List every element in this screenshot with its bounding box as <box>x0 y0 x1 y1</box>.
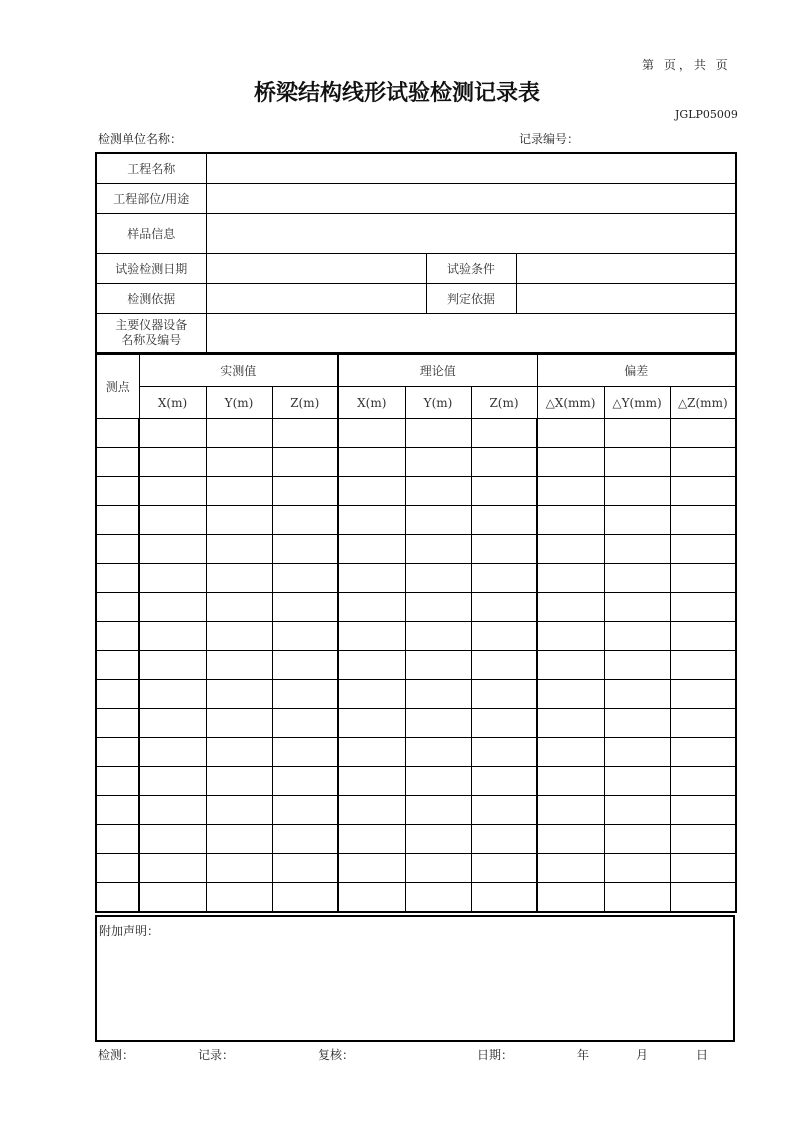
table-cell[interactable] <box>537 796 604 825</box>
table-cell[interactable] <box>405 854 471 883</box>
table-cell[interactable] <box>537 593 604 622</box>
table-cell[interactable] <box>604 680 670 709</box>
tester-label: 检测： <box>98 1048 135 1062</box>
table-cell[interactable] <box>405 535 471 564</box>
table-cell[interactable] <box>272 883 338 913</box>
table-cell[interactable] <box>471 419 537 448</box>
table-cell[interactable] <box>96 680 139 709</box>
table-cell[interactable] <box>670 738 736 767</box>
table-cell[interactable] <box>471 593 537 622</box>
table-cell[interactable] <box>604 796 670 825</box>
table-cell[interactable] <box>206 680 272 709</box>
table-cell[interactable] <box>206 535 272 564</box>
table-cell[interactable] <box>96 506 139 535</box>
table-cell[interactable] <box>139 535 206 564</box>
table-cell[interactable] <box>670 767 736 796</box>
table-cell[interactable] <box>96 767 139 796</box>
table-cell[interactable] <box>206 796 272 825</box>
column-header: △Z(mm) <box>670 387 736 419</box>
form-code: JGLP05009 <box>675 108 738 121</box>
table-cell[interactable] <box>139 651 206 680</box>
table-cell[interactable] <box>338 767 405 796</box>
table-cell[interactable] <box>405 796 471 825</box>
table-row <box>96 825 736 854</box>
year-label: 年 <box>577 1048 590 1062</box>
table-cell[interactable] <box>206 622 272 651</box>
table-cell[interactable] <box>471 651 537 680</box>
page-number: 第 页，共 页 <box>642 58 731 72</box>
table-cell[interactable] <box>338 709 405 738</box>
table-cell[interactable] <box>96 709 139 738</box>
table-cell[interactable] <box>537 564 604 593</box>
equipment-label-line1: 主要仪器设备 <box>115 317 188 332</box>
table-row <box>96 796 736 825</box>
table-row <box>96 709 736 738</box>
table-cell[interactable] <box>338 535 405 564</box>
table-cell[interactable] <box>604 767 670 796</box>
test-basis-label: 检测依据 <box>96 283 206 313</box>
table-cell[interactable] <box>471 854 537 883</box>
table-cell[interactable] <box>405 593 471 622</box>
deviation-header: 偏差 <box>537 354 736 387</box>
table-cell[interactable] <box>537 738 604 767</box>
table-cell[interactable] <box>139 477 206 506</box>
column-header: △X(mm) <box>537 387 604 419</box>
table-cell[interactable] <box>670 622 736 651</box>
table-cell[interactable] <box>139 883 206 913</box>
project-name-label: 工程名称 <box>96 153 206 183</box>
table-cell[interactable] <box>338 448 405 477</box>
table-cell[interactable] <box>471 883 537 913</box>
column-header: △Y(mm) <box>604 387 670 419</box>
table-cell[interactable] <box>604 593 670 622</box>
table-cell[interactable] <box>670 506 736 535</box>
table-cell[interactable] <box>96 854 139 883</box>
test-condition-label: 试验条件 <box>426 253 516 283</box>
table-cell[interactable] <box>272 651 338 680</box>
info-table <box>95 152 737 354</box>
table-cell[interactable] <box>471 535 537 564</box>
table-cell[interactable] <box>139 448 206 477</box>
notes-box[interactable] <box>95 915 735 1042</box>
sample-info-field[interactable] <box>206 213 736 253</box>
table-cell[interactable] <box>471 680 537 709</box>
table-cell[interactable] <box>537 883 604 913</box>
table-cell[interactable] <box>96 651 139 680</box>
table-cell[interactable] <box>604 535 670 564</box>
table-cell[interactable] <box>338 883 405 913</box>
table-cell[interactable] <box>338 651 405 680</box>
table-cell[interactable] <box>338 477 405 506</box>
month-label: 月 <box>636 1048 649 1062</box>
table-cell[interactable] <box>537 825 604 854</box>
table-cell[interactable] <box>272 477 338 506</box>
table-cell[interactable] <box>604 883 670 913</box>
table-cell[interactable] <box>537 506 604 535</box>
table-cell[interactable] <box>670 709 736 738</box>
table-cell[interactable] <box>206 419 272 448</box>
reviewer-label: 复核： <box>318 1048 355 1062</box>
table-cell[interactable] <box>96 419 139 448</box>
equipment-label-line2: 名称及编号 <box>121 332 182 347</box>
project-name-field[interactable] <box>206 153 736 183</box>
table-cell[interactable] <box>272 825 338 854</box>
table-row <box>96 506 736 535</box>
table-cell[interactable] <box>604 738 670 767</box>
table-cell[interactable] <box>272 796 338 825</box>
table-cell[interactable] <box>272 419 338 448</box>
table-cell[interactable] <box>471 825 537 854</box>
table-cell[interactable] <box>272 738 338 767</box>
table-row <box>96 448 736 477</box>
table-cell[interactable] <box>405 564 471 593</box>
table-cell[interactable] <box>670 564 736 593</box>
judge-basis-field[interactable] <box>516 283 736 313</box>
table-cell[interactable] <box>206 506 272 535</box>
table-cell[interactable] <box>405 448 471 477</box>
table-cell[interactable] <box>604 506 670 535</box>
table-cell[interactable] <box>206 738 272 767</box>
table-cell[interactable] <box>139 419 206 448</box>
notes-label: 附加声明： <box>99 924 160 938</box>
table-cell[interactable] <box>471 622 537 651</box>
measurement-table <box>95 353 737 913</box>
testing-unit-label: 检测单位名称： <box>98 132 183 146</box>
table-row <box>96 767 736 796</box>
test-date-label: 试验检测日期 <box>96 253 206 283</box>
table-cell[interactable] <box>405 622 471 651</box>
table-cell[interactable] <box>206 825 272 854</box>
test-basis-field[interactable] <box>206 283 426 313</box>
table-cell[interactable] <box>206 477 272 506</box>
table-cell[interactable] <box>338 419 405 448</box>
table-cell[interactable] <box>272 593 338 622</box>
table-cell[interactable] <box>471 796 537 825</box>
table-cell[interactable] <box>96 593 139 622</box>
column-header: Z(m) <box>272 387 338 419</box>
table-cell[interactable] <box>206 448 272 477</box>
table-cell[interactable] <box>96 796 139 825</box>
table-cell[interactable] <box>405 883 471 913</box>
table-cell[interactable] <box>405 738 471 767</box>
test-condition-field[interactable] <box>516 253 736 283</box>
table-cell[interactable] <box>537 477 604 506</box>
day-label: 日 <box>696 1048 709 1062</box>
table-cell[interactable] <box>139 564 206 593</box>
table-cell[interactable] <box>206 651 272 680</box>
table-cell[interactable] <box>139 738 206 767</box>
table-cell[interactable] <box>405 419 471 448</box>
table-cell[interactable] <box>338 825 405 854</box>
table-cell[interactable] <box>471 767 537 796</box>
table-row <box>96 883 736 913</box>
table-row <box>96 477 736 506</box>
table-cell[interactable] <box>405 651 471 680</box>
table-cell[interactable] <box>206 883 272 913</box>
table-cell[interactable] <box>471 477 537 506</box>
table-cell[interactable] <box>405 825 471 854</box>
table-cell[interactable] <box>96 564 139 593</box>
table-cell[interactable] <box>405 680 471 709</box>
table-cell[interactable] <box>96 825 139 854</box>
table-cell[interactable] <box>206 767 272 796</box>
table-cell[interactable] <box>139 680 206 709</box>
table-cell[interactable] <box>670 854 736 883</box>
column-header: X(m) <box>338 387 405 419</box>
table-cell[interactable] <box>537 535 604 564</box>
record-number-label: 记录编号： <box>519 132 580 146</box>
table-cell[interactable] <box>670 680 736 709</box>
table-cell[interactable] <box>338 854 405 883</box>
table-cell[interactable] <box>338 564 405 593</box>
table-cell[interactable] <box>338 738 405 767</box>
table-row <box>96 593 736 622</box>
table-row <box>96 854 736 883</box>
table-cell[interactable] <box>338 593 405 622</box>
table-cell[interactable] <box>670 448 736 477</box>
table-cell[interactable] <box>405 709 471 738</box>
table-cell[interactable] <box>604 419 670 448</box>
table-cell[interactable] <box>670 651 736 680</box>
point-header: 测点 <box>96 354 139 419</box>
table-cell[interactable] <box>537 709 604 738</box>
table-cell[interactable] <box>272 680 338 709</box>
table-cell[interactable] <box>206 593 272 622</box>
table-cell[interactable] <box>139 709 206 738</box>
table-cell[interactable] <box>670 477 736 506</box>
table-cell[interactable] <box>96 535 139 564</box>
table-cell[interactable] <box>604 622 670 651</box>
recorder-label: 记录： <box>198 1048 235 1062</box>
table-cell[interactable] <box>139 854 206 883</box>
table-row <box>96 622 736 651</box>
table-cell[interactable] <box>537 419 604 448</box>
equipment-label <box>96 313 206 353</box>
column-header: Y(m) <box>405 387 471 419</box>
measured-header: 实测值 <box>139 354 338 387</box>
table-cell[interactable] <box>471 709 537 738</box>
table-cell[interactable] <box>272 622 338 651</box>
table-cell[interactable] <box>537 854 604 883</box>
table-cell[interactable] <box>537 448 604 477</box>
table-cell[interactable] <box>670 883 736 913</box>
sample-info-label: 样品信息 <box>96 213 206 253</box>
table-cell[interactable] <box>604 825 670 854</box>
table-cell[interactable] <box>604 709 670 738</box>
table-cell[interactable] <box>206 854 272 883</box>
table-cell[interactable] <box>338 506 405 535</box>
table-cell[interactable] <box>139 796 206 825</box>
table-cell[interactable] <box>338 796 405 825</box>
table-cell[interactable] <box>338 680 405 709</box>
table-cell[interactable] <box>405 767 471 796</box>
table-cell[interactable] <box>537 622 604 651</box>
table-cell[interactable] <box>537 680 604 709</box>
table-cell[interactable] <box>537 767 604 796</box>
date-label: 日期： <box>477 1048 514 1062</box>
column-header: Y(m) <box>206 387 272 419</box>
table-cell[interactable] <box>471 448 537 477</box>
table-cell[interactable] <box>405 477 471 506</box>
table-cell[interactable] <box>405 506 471 535</box>
table-cell[interactable] <box>139 622 206 651</box>
table-row <box>96 419 736 448</box>
table-cell[interactable] <box>272 535 338 564</box>
column-header: Z(m) <box>471 387 537 419</box>
project-part-field[interactable] <box>206 183 736 213</box>
table-cell[interactable] <box>139 506 206 535</box>
table-cell[interactable] <box>272 448 338 477</box>
table-cell[interactable] <box>96 448 139 477</box>
table-cell[interactable] <box>670 593 736 622</box>
table-cell[interactable] <box>272 506 338 535</box>
table-cell[interactable] <box>471 564 537 593</box>
table-cell[interactable] <box>96 477 139 506</box>
judge-basis-label: 判定依据 <box>426 283 516 313</box>
table-cell[interactable] <box>139 593 206 622</box>
table-cell[interactable] <box>139 825 206 854</box>
test-date-field[interactable] <box>206 253 426 283</box>
table-cell[interactable] <box>471 506 537 535</box>
table-cell[interactable] <box>272 767 338 796</box>
table-cell[interactable] <box>96 883 139 913</box>
table-cell[interactable] <box>604 564 670 593</box>
project-part-label: 工程部位/用途 <box>96 183 206 213</box>
table-cell[interactable] <box>670 796 736 825</box>
theoretical-header: 理论值 <box>338 354 537 387</box>
table-row <box>96 564 736 593</box>
table-cell[interactable] <box>604 477 670 506</box>
table-cell[interactable] <box>272 709 338 738</box>
table-cell[interactable] <box>537 651 604 680</box>
table-cell[interactable] <box>139 767 206 796</box>
table-row <box>96 738 736 767</box>
table-cell[interactable] <box>206 564 272 593</box>
table-cell[interactable] <box>604 854 670 883</box>
table-cell[interactable] <box>96 622 139 651</box>
equipment-field[interactable] <box>206 313 736 353</box>
page-title: 桥梁结构线形试验检测记录表 <box>253 81 540 106</box>
table-cell[interactable] <box>604 651 670 680</box>
table-cell[interactable] <box>206 709 272 738</box>
table-cell[interactable] <box>471 738 537 767</box>
table-cell[interactable] <box>272 564 338 593</box>
table-row <box>96 535 736 564</box>
table-cell[interactable] <box>670 825 736 854</box>
table-cell[interactable] <box>338 622 405 651</box>
table-cell[interactable] <box>670 535 736 564</box>
table-cell[interactable] <box>96 738 139 767</box>
table-cell[interactable] <box>604 448 670 477</box>
table-cell[interactable] <box>272 854 338 883</box>
table-cell[interactable] <box>670 419 736 448</box>
column-header: X(m) <box>139 387 206 419</box>
table-row <box>96 680 736 709</box>
table-row <box>96 651 736 680</box>
